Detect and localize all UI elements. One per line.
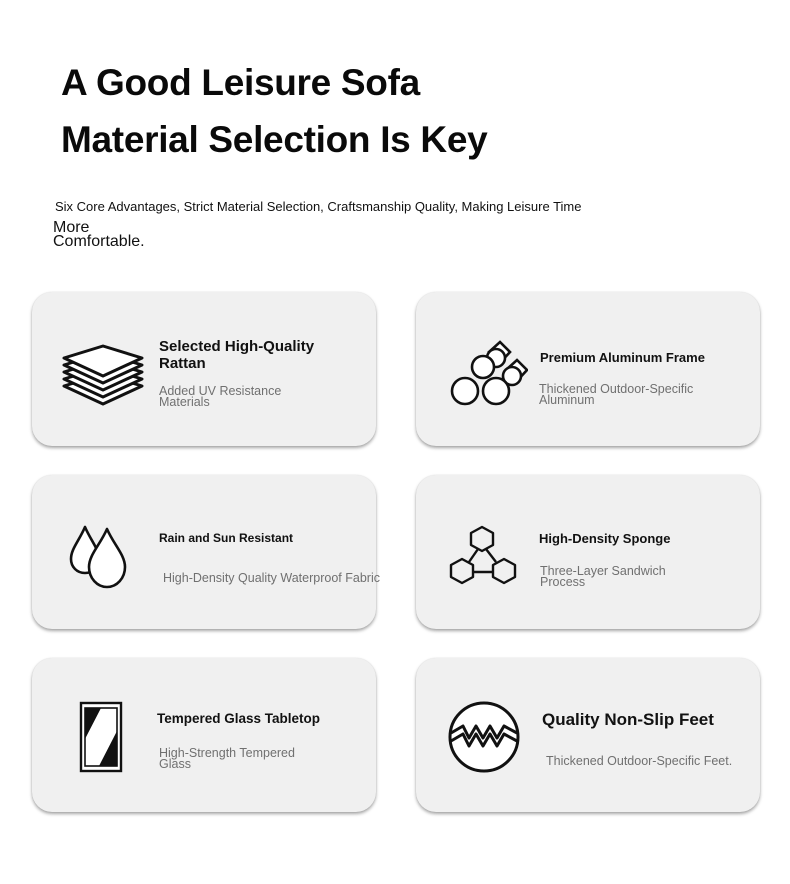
non-slip-circle-icon: [447, 700, 521, 779]
hexagon-molecule-icon: [448, 525, 522, 596]
subtitle-line-1: Six Core Advantages, Strict Material Selection, Craftsmanship Quality, Making Leisure Time: [55, 199, 582, 214]
feature-card-rain-sun: [32, 475, 380, 629]
feature-card-sponge: [416, 475, 760, 629]
aluminum-tubes-icon: [448, 340, 528, 415]
feature-desc-rattan: Added UV Resistance Materials: [159, 384, 282, 409]
feature-title-rattan: Selected High-Quality Rattan: [159, 338, 315, 372]
feature-card-aluminum: [416, 292, 760, 446]
feature-card-non-slip: [416, 658, 760, 812]
feature-desc-rain-sun: High-Density Quality Waterproof Fabric: [163, 571, 380, 585]
feature-card-glass: [32, 658, 376, 812]
feature-title-glass: Tempered Glass Tabletop: [157, 711, 321, 726]
page-title-line-1: A Good Leisure Sofa: [61, 62, 420, 103]
feature-desc-aluminum: Thickened Outdoor-Specific Aluminum: [539, 382, 694, 407]
feature-desc-glass: High-Strength Tempered Glass: [159, 746, 295, 771]
feature-title-aluminum: Premium Aluminum Frame: [540, 350, 705, 365]
feature-desc-non-slip: Thickened Outdoor-Specific Feet.: [546, 754, 733, 768]
page-title-line-2: Material Selection Is Key: [61, 119, 488, 160]
feature-title-non-slip: Quality Non-Slip Feet: [542, 710, 714, 729]
feature-title-rain-sun: Rain and Sun Resistant: [159, 531, 294, 545]
glass-pane-icon: [79, 701, 123, 778]
feature-desc-sponge: Three-Layer Sandwich Process: [540, 564, 666, 589]
feature-card-rattan: [32, 292, 376, 446]
water-drops-icon: [69, 525, 131, 596]
stacked-layers-icon: [62, 344, 144, 413]
subtitle-line-2: More Comfortable.: [53, 219, 145, 250]
feature-title-sponge: High-Density Sponge: [539, 531, 671, 546]
